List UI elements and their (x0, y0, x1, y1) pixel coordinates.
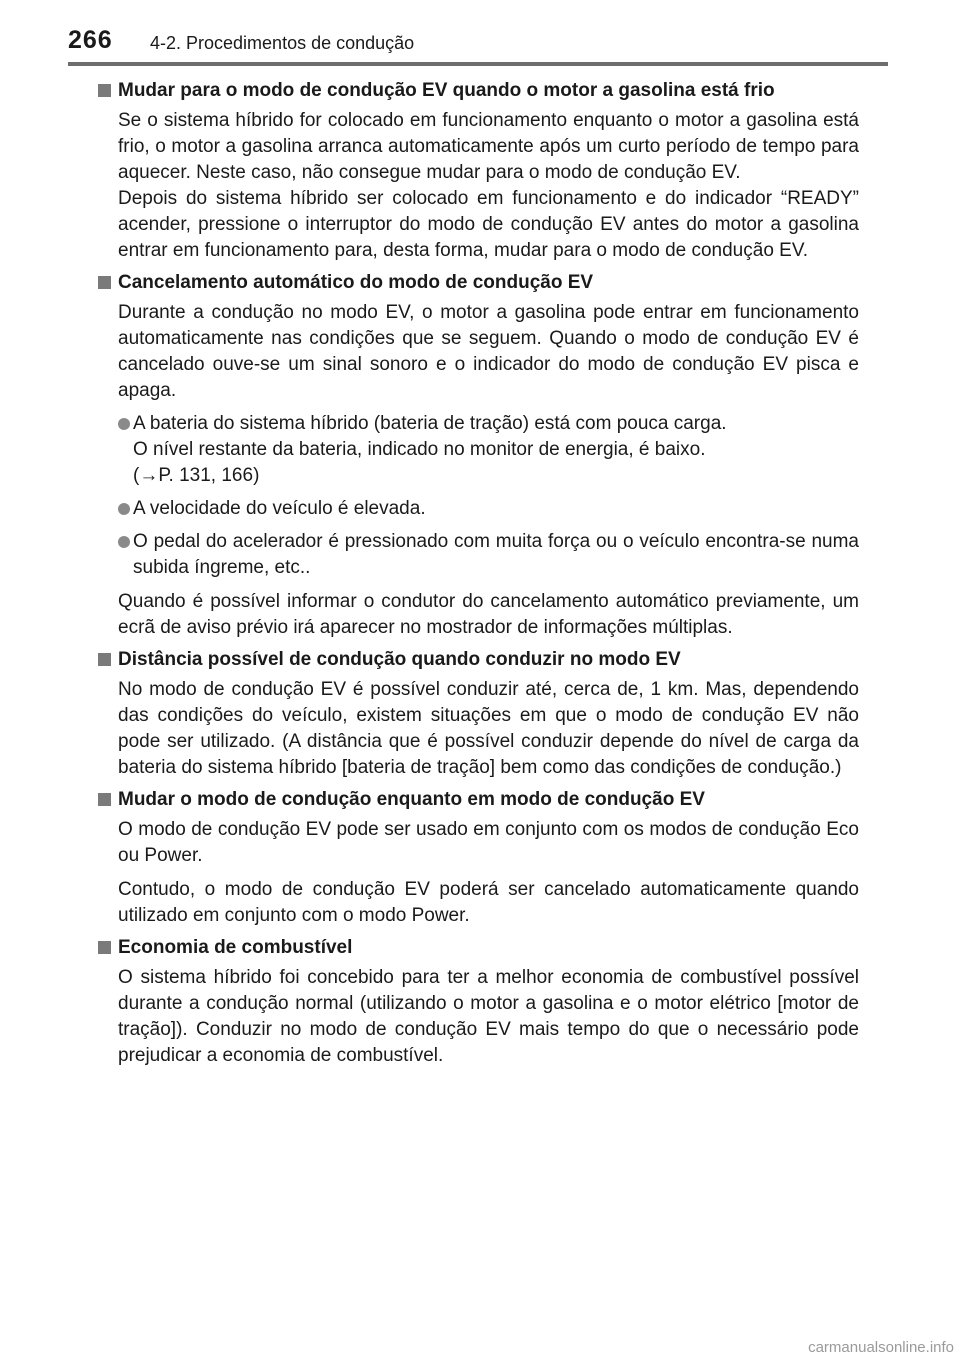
header-divider (68, 62, 888, 66)
list-item-text: O nível restante da bateria, indicado no monitor de energia, é baixo. (133, 439, 706, 460)
section-title: Cancelamento automático do modo de condução EV (118, 272, 594, 293)
section-title: Mudar o modo de condução enquanto em modo de condução EV (118, 789, 705, 810)
watermark: carmanualsonline.info (808, 1339, 954, 1356)
list-item (118, 496, 859, 522)
chapter-title: 4-2. Procedimentos de condução (150, 33, 415, 53)
square-bullet-icon (98, 793, 111, 806)
page-header (68, 22, 888, 62)
square-bullet-icon (98, 653, 111, 666)
page-number: 266 (68, 26, 113, 54)
round-bullet-icon (118, 418, 130, 430)
paragraph: No modo de condução EV é possível conduzir até, cerca de, 1 km. Mas, dependendo das condições do veículo, existem situações em que o modo de condução EV não pode ser utilizado. (A distância que é possível conduzir depende do nível de carga da bateria do sistema híbrido [bateria de tração] bem como das condições de condução.) (118, 679, 859, 778)
paragraph-text: Se o sistema híbrido for colocado em funcionamento enquanto o motor a gasolina está frio, o motor a gasolina arranca automaticamente após um curto período de tempo para aquecer. Neste caso, não consegue mudar para o modo de condução EV. (118, 110, 859, 183)
paragraph: Durante a condução no modo EV, o motor a gasolina pode entrar em funcionamento automaticamente nas condições que se seguem. Quando o modo de condução EV é cancelado ouve-se um sinal sonoro e o indicador do modo de condução EV pisca e apaga. (118, 302, 859, 401)
square-bullet-icon (98, 84, 111, 97)
section-heading (97, 935, 859, 961)
paragraph: Contudo, o modo de condução EV poderá ser cancelado automaticamente quando utilizado em conjunto com o modo Power. (118, 879, 859, 926)
page-reference: (→P. 131, 166) (133, 465, 260, 486)
page-content (97, 78, 859, 1069)
list-item-text: A bateria do sistema híbrido (bateria de tração) está com pouca carga. (133, 413, 727, 434)
paragraph (118, 108, 859, 264)
square-bullet-icon (98, 276, 111, 289)
round-bullet-icon (118, 536, 130, 548)
section-heading (97, 647, 859, 673)
list-item (118, 529, 859, 581)
section-title: Mudar para o modo de condução EV quando o motor a gasolina está frio (118, 80, 775, 101)
paragraph-text: Depois do sistema híbrido ser colocado em funcionamento e do indicador “READY” acender, pressione o interruptor do modo de condução EV antes do motor a gasolina entrar em funcionamento para, desta forma, mudar para o modo de condução EV. (118, 188, 859, 261)
section-heading (97, 787, 859, 813)
paragraph: O modo de condução EV pode ser usado em conjunto com os modos de condução Eco ou Power. (118, 819, 859, 866)
section-heading (97, 78, 859, 104)
list-item (118, 411, 859, 489)
section-heading (97, 270, 859, 296)
square-bullet-icon (98, 941, 111, 954)
list-item-text: A velocidade do veículo é elevada. (133, 498, 426, 519)
list-item-text: O pedal do acelerador é pressionado com muita força ou o veículo encontra-se numa subida íngreme, etc.. (133, 531, 859, 578)
paragraph: Quando é possível informar o condutor do cancelamento automático previamente, um ecrã de aviso prévio irá aparecer no mostrador de informações múltiplas. (118, 591, 859, 638)
section-title: Distância possível de condução quando conduzir no modo EV (118, 649, 681, 670)
round-bullet-icon (118, 503, 130, 515)
paragraph: O sistema híbrido foi concebido para ter a melhor economia de combustível possível durante a condução normal (utilizando o motor a gasolina e o motor elétrico [motor de tração]). Conduzir no modo de condução EV mais tempo do que o necessário pode prejudicar a economia de combustível. (118, 967, 859, 1066)
section-title: Economia de combustível (118, 937, 353, 958)
